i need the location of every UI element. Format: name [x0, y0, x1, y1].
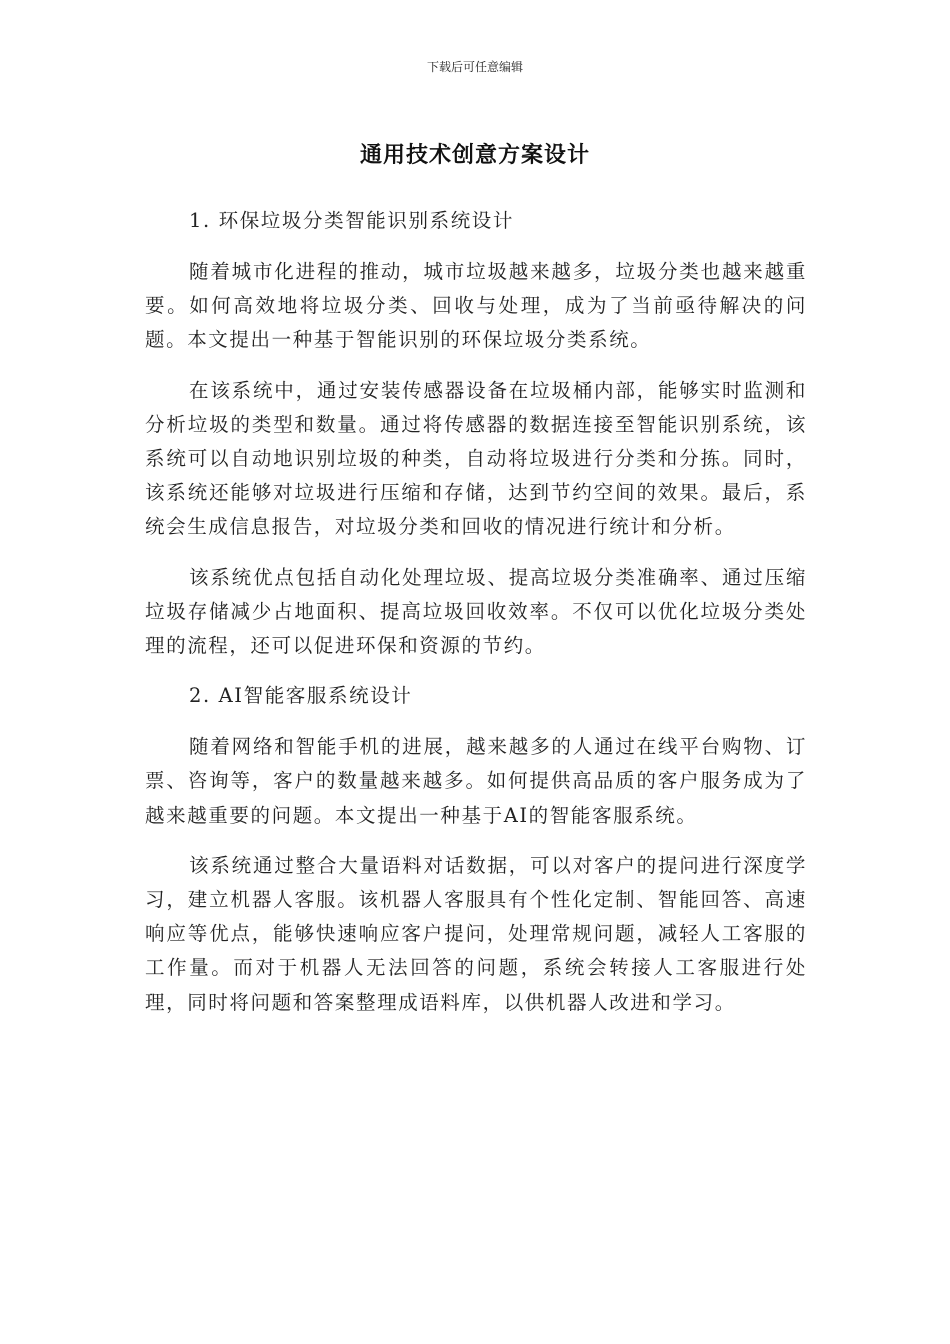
section-heading-1: 1. 环保垃圾分类智能识别系统设计 — [189, 209, 515, 232]
paragraph: 该系统优点包括自动化处理垃圾、提高垃圾分类准确率、通过压缩垃圾存储减少占地面积、提高垃圾回收效率。不仅可以优化垃圾分类处理的流程，还可以促进环保和资源的节约。 — [145, 565, 807, 658]
paragraph: 在该系统中，通过安装传感器设备在垃圾桶内部，能够实时监测和分析垃圾的类型和数量。通过将传感器的数据连接至智能识别系统，该系统可以自动地识别垃圾的种类，自动将垃圾进行分类和分拣。同时，该系统还能够对垃圾进行压缩和存储，达到节约空间的效果。最后，系统会生成信息报告，对垃圾分类和回收的情况进行统计和分析。 — [145, 378, 807, 539]
paragraph: 该系统通过整合大量语料对话数据，可以对客户的提问进行深度学习，建立机器人客服。该机器人客服具有个性化定制、智能回答、高速响应等优点，能够快速响应客户提问，处理常规问题，减轻人工客服的工作量。而对于机器人无法回答的问题，系统会转接人工客服进行处理，同时将问题和答案整理成语料库，以供机器人改进和学习。 — [145, 853, 807, 1014]
page-title: 通用技术创意方案设计 — [359, 143, 590, 168]
header-note: 下载后可任意编辑 — [426, 60, 523, 74]
paragraph: 随着网络和智能手机的进展，越来越多的人通过在线平台购物、订票、咨询等，客户的数量越来越多。如何提供高品质的客户服务成为了越来越重要的问题。本文提出一种基于AI的智能客服系统。 — [145, 735, 807, 827]
document-body — [145, 204, 807, 1036]
section-heading-2: 2. AI智能客服系统设计 — [189, 684, 413, 708]
paragraph: 随着城市化进程的推动，城市垃圾越来越多，垃圾分类也越来越重要。如何高效地将垃圾分类、回收与处理，成为了当前亟待解决的问题。本文提出一种基于智能识别的环保垃圾分类系统。 — [145, 260, 807, 352]
